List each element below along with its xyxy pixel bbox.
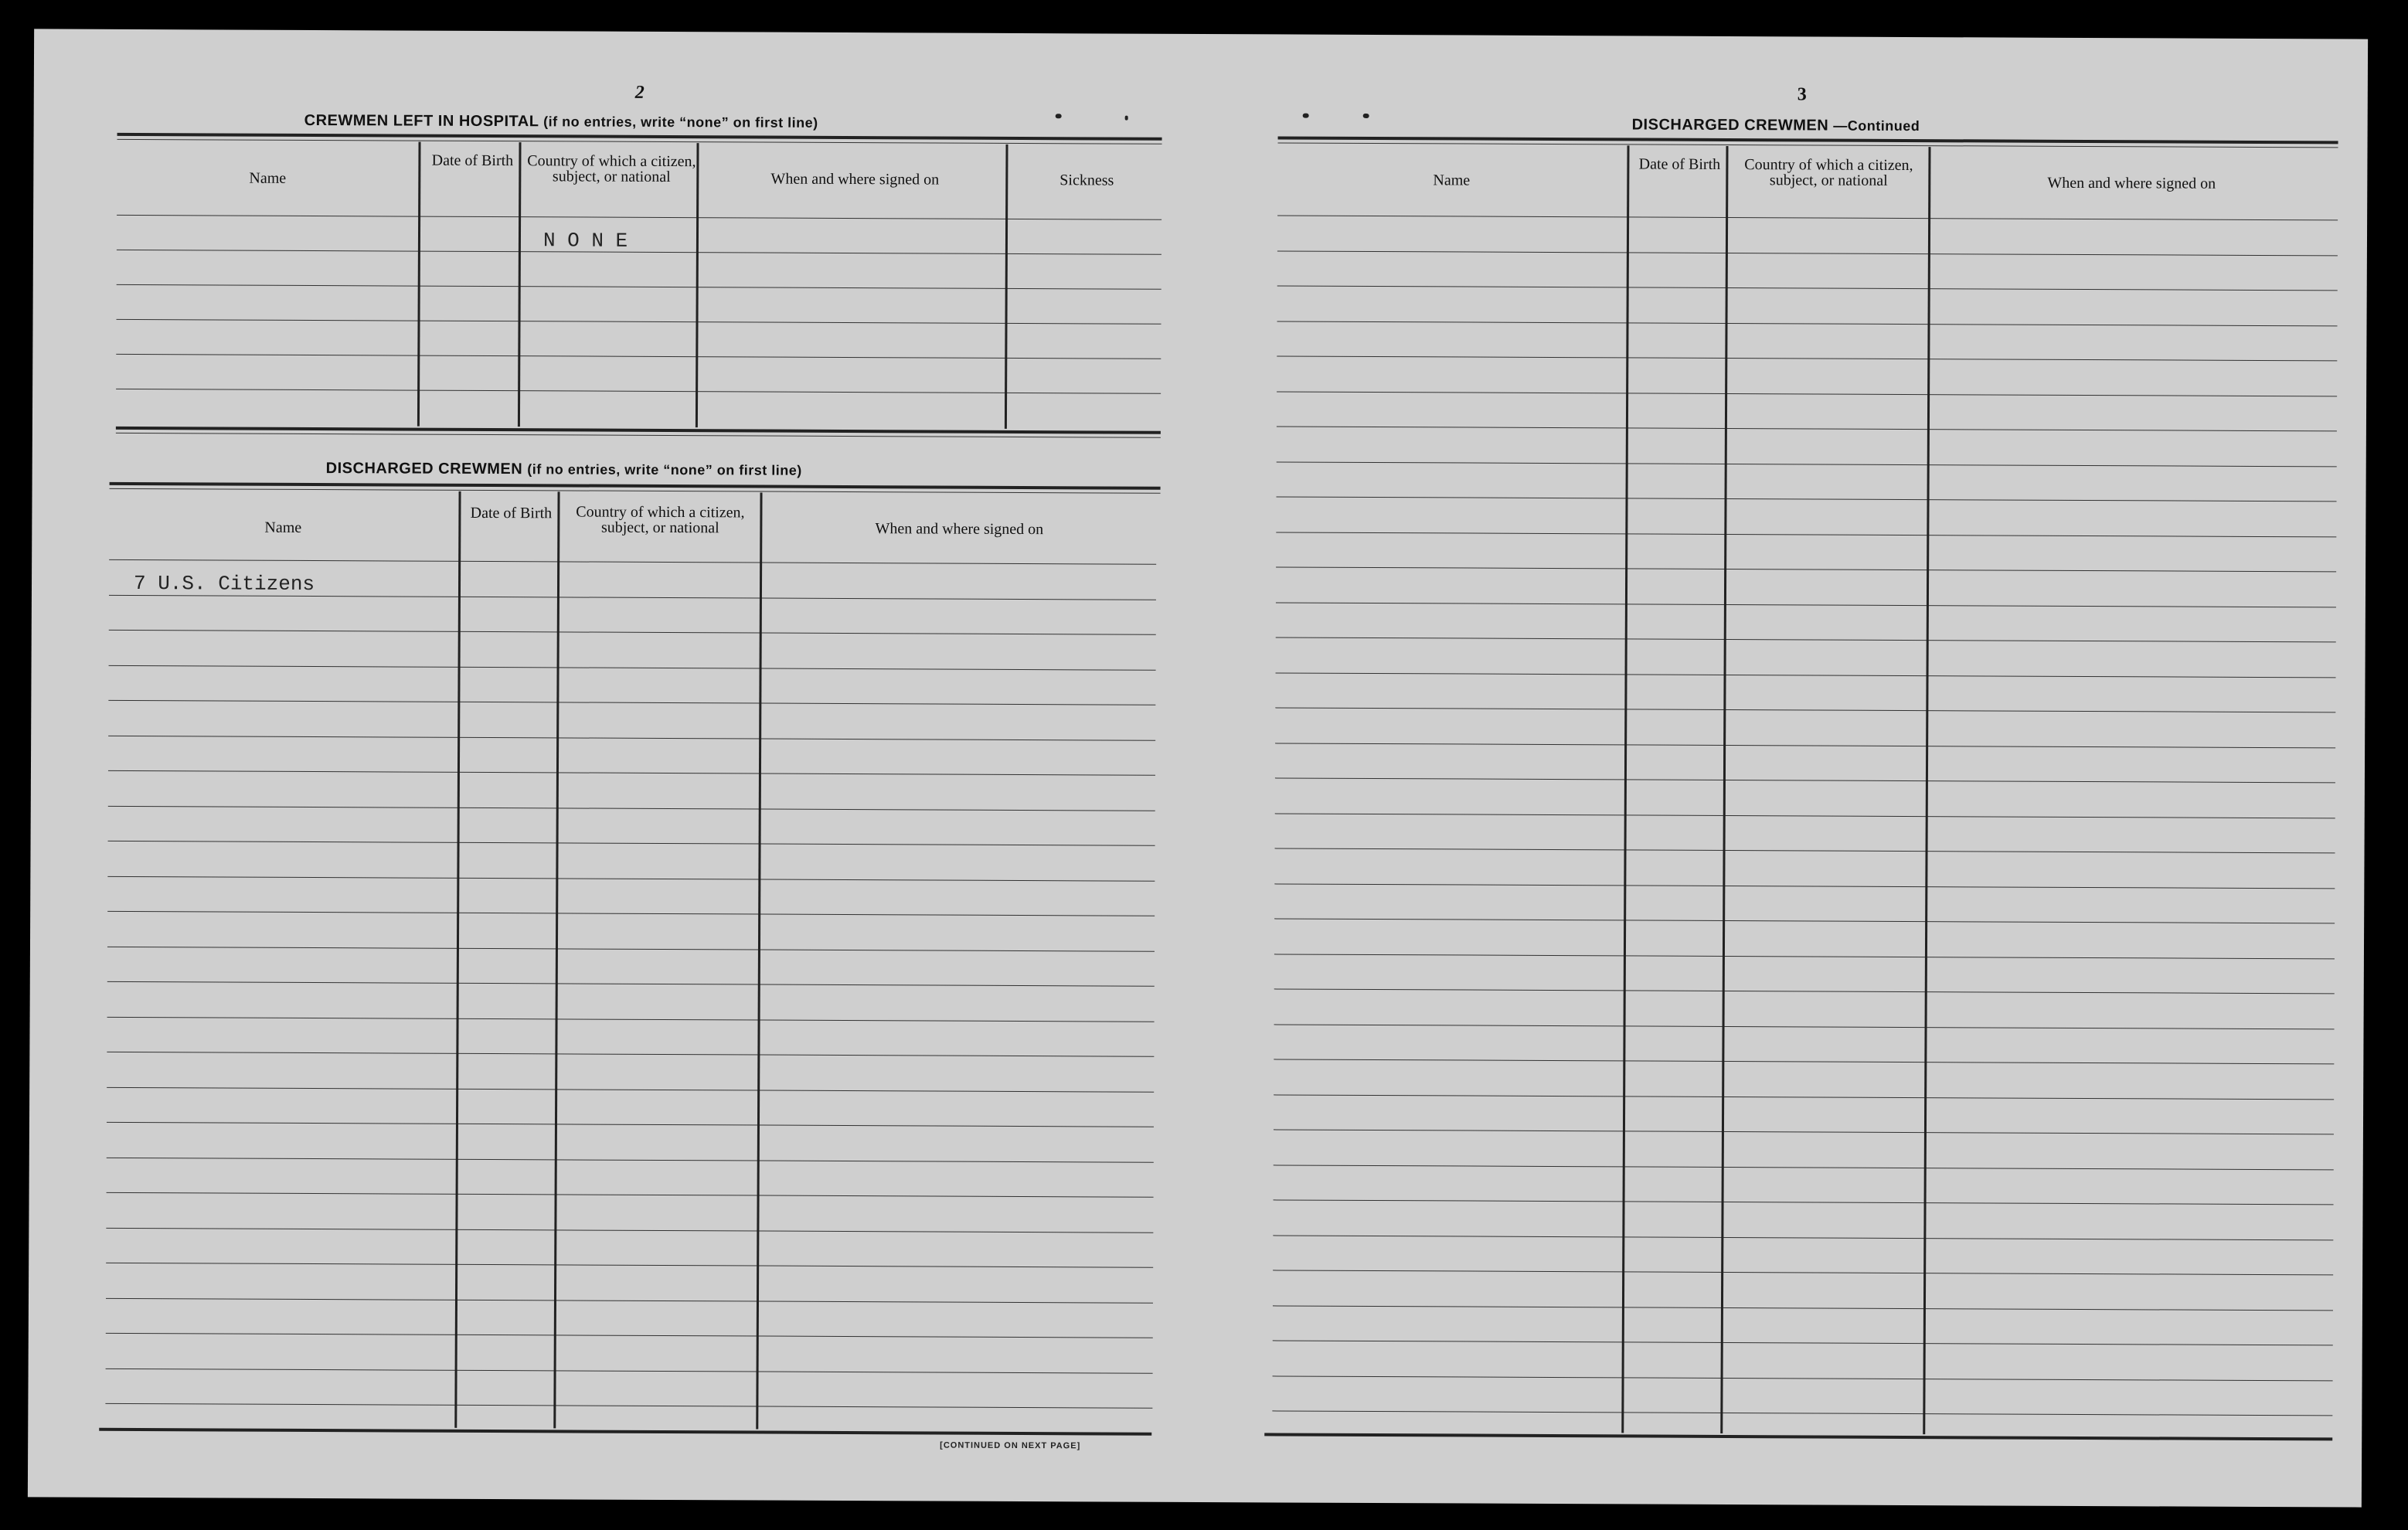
table-row-line [1273, 1340, 2333, 1345]
discharged-section-title [326, 460, 802, 480]
table-row-line [109, 595, 1156, 600]
table-row-line [1274, 988, 2335, 994]
table-row-line [1274, 1094, 2334, 1100]
table-row-line [1274, 918, 2335, 923]
ink-mark [1056, 114, 1062, 118]
table-row-line [1277, 285, 2338, 291]
table-row-line [109, 559, 1156, 565]
column-divider [696, 143, 699, 427]
table-row-line [1274, 1129, 2334, 1134]
table-row-line [1273, 1270, 2333, 1275]
table-row-line [1277, 426, 2337, 431]
ink-mark [1125, 116, 1128, 121]
table-row-line [1277, 321, 2338, 326]
discharged-col-country: Country of which a citizen, subject, or national [576, 503, 745, 537]
table-row-line [1274, 1059, 2334, 1064]
table-row-line [106, 1333, 1153, 1338]
table-row-line [107, 1122, 1154, 1127]
hospital-table-top-rule-2 [117, 139, 1162, 144]
page-number-left: 2 [634, 82, 645, 103]
table-row-line [108, 736, 1155, 741]
column-divider [1720, 146, 1728, 1433]
table-row-line [1276, 566, 2336, 572]
table-row-line [1274, 1199, 2334, 1205]
hospital-instruction: (if no entries, write “none” on first line) [543, 114, 818, 131]
hospital-col-name: Name [249, 169, 287, 187]
right-title-text: DISCHARGED CREWMEN [1631, 116, 1829, 134]
table-row-line [1277, 215, 2338, 220]
right-table-grid [34, 29, 2368, 39]
column-divider [1005, 144, 1008, 429]
table-row-line [1276, 637, 2336, 642]
discharged-col-signed-on: When and where signed on [875, 520, 1044, 539]
table-row-line [1275, 848, 2335, 853]
column-divider [1923, 147, 1930, 1434]
right-title-suffix: —Continued [1833, 117, 1920, 134]
hospital-col-dob: Date of Birth [431, 151, 514, 170]
table-row-line [1274, 1164, 2334, 1170]
hospital-table-grid [34, 29, 2368, 39]
table-row-line [107, 1158, 1154, 1163]
hospital-table-bottom-rule-2 [116, 433, 1161, 438]
ink-mark [1303, 114, 1309, 118]
table-row-line [1275, 777, 2335, 783]
right-table-bottom-rule [1264, 1433, 2332, 1440]
right-col-signed-on: When and where signed on [2047, 174, 2216, 192]
table-row-line [109, 665, 1156, 671]
table-row-line [1275, 813, 2335, 818]
table-row-line [106, 1263, 1153, 1268]
table-row-line [1276, 532, 2336, 537]
table-row-line [107, 911, 1155, 916]
discharged-instruction: (if no entries, write “none” on first line) [527, 461, 802, 478]
table-row-line [1275, 743, 2335, 748]
table-row-line [108, 770, 1155, 776]
hospital-title-text: CREWMEN LEFT IN HOSPITAL [304, 111, 539, 131]
discharged-col-dob: Date of Birth [470, 504, 553, 522]
discharged-entry: 7 U.S. Citizens [133, 571, 315, 597]
table-row-line [106, 1298, 1153, 1304]
table-row-line [107, 1192, 1154, 1198]
hospital-entry-none: N O N E [542, 229, 628, 253]
table-row-line [107, 876, 1155, 882]
right-col-name: Name [1433, 172, 1471, 189]
table-row-line [108, 841, 1155, 846]
table-row-line [107, 981, 1155, 987]
continued-note: [CONTINUED ON NEXT PAGE] [940, 1440, 1081, 1451]
hospital-col-country: Country of which a citizen, subject, or national [527, 152, 696, 186]
page-number-right: 3 [1797, 84, 1807, 105]
table-row-line [1276, 672, 2336, 678]
table-row-line [109, 630, 1156, 635]
table-row-line [1277, 391, 2337, 396]
table-row-line [1273, 1235, 2333, 1240]
ink-mark [1363, 114, 1369, 118]
discharged-col-name: Name [264, 518, 302, 536]
table-row-line [1275, 707, 2335, 712]
table-row-line [107, 1087, 1154, 1093]
table-row-line [1273, 1305, 2333, 1311]
discharged-table-bottom-rule [99, 1428, 1151, 1436]
table-row-line [107, 1052, 1154, 1057]
right-section-title [1632, 116, 1920, 135]
table-row-line [1277, 355, 2337, 361]
table-row-line [105, 1403, 1152, 1409]
column-divider [1621, 145, 1629, 1433]
right-col-dob: Date of Birth [1638, 155, 1721, 173]
table-row-line [107, 947, 1155, 952]
right-col-country: Country of which a citizen, subject, or national [1744, 156, 1913, 189]
table-row-line [1274, 954, 2335, 959]
table-row-line [1277, 461, 2337, 467]
table-row-line [107, 1017, 1155, 1022]
table-row-line [106, 1368, 1153, 1374]
table-row-line [1274, 883, 2335, 889]
hospital-col-sickness: Sickness [1059, 172, 1114, 189]
form-paper [28, 29, 2368, 1507]
table-row-line [1277, 496, 2337, 502]
table-row-line [108, 700, 1155, 706]
discharged-title-text: DISCHARGED CREWMEN [325, 460, 523, 478]
table-row-line [1273, 1375, 2333, 1381]
table-row-line [1277, 250, 2338, 256]
hospital-col-signed-on: When and where signed on [770, 170, 940, 189]
table-row-line [1276, 602, 2336, 607]
table-row-line [1272, 1410, 2332, 1416]
column-divider [518, 142, 522, 427]
hospital-section-title [304, 112, 818, 132]
table-row-line [106, 1228, 1153, 1233]
column-divider [417, 142, 421, 427]
table-row-line [108, 806, 1155, 811]
table-row-line [1274, 1024, 2335, 1029]
discharged-table-grid [34, 29, 2368, 39]
